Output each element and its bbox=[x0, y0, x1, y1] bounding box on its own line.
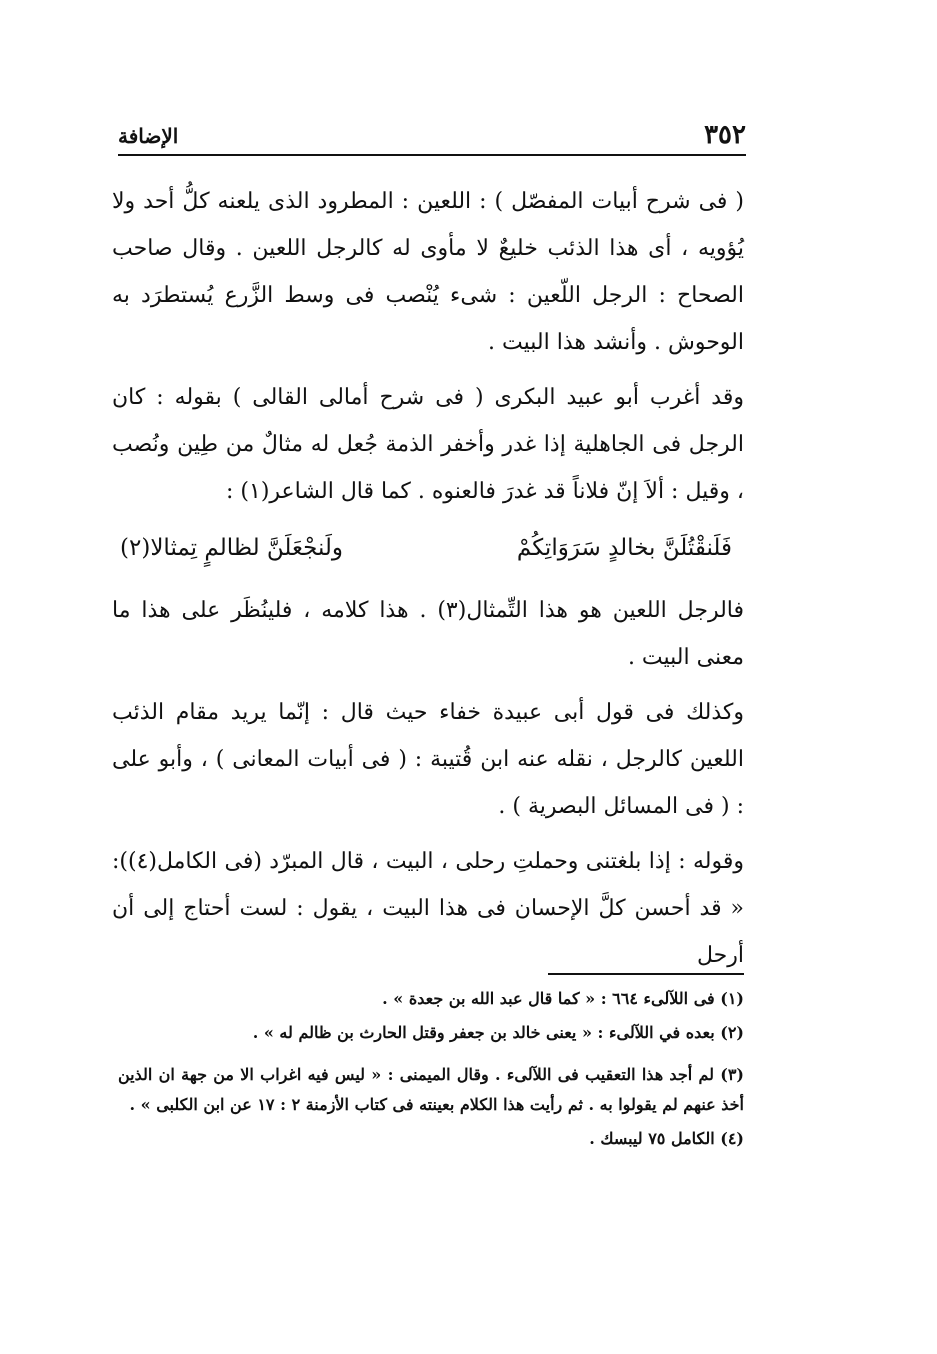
footnote-1: (١) فى اللآلىء ٦٦٤ : « كما قال عبد الله بن جعدة » . bbox=[382, 989, 744, 1008]
paragraph: ( فى شرح أبيات المفصّل ) : اللعين : المطرود الذى يلعنه كلُّ أحد ولا يُؤويه ، أى هذا الذئب خليعٌ لا مأوى له كالرجل اللعين . وقال صاحب الصحاح : الرجل اللّعين : شىء يُنْصب فى وسط الزَّرع يُستطرَد به الوحوش . وأنشد هذا البيت . bbox=[112, 189, 744, 355]
paragraph: وكذلك فى قول أبى عبيدة خفاء حيث قال : إنّما يريد مقام الذئب اللعين كالرجل ، نقله عنه ابن قُتيبة : ( فى أبيات المعانى ) ، وأبو على : ( فى المسائل البصرية ) . bbox=[112, 700, 744, 819]
footnotes bbox=[118, 984, 744, 1158]
poem-hemistich-2: ولَنجْعَلَنَّ لظالمٍ تِمثالا(٢) bbox=[120, 535, 344, 561]
page-header bbox=[118, 110, 746, 156]
paragraph: فالرجل اللعين هو هذا التِّمثال(٣) . هذا كلامه ، فلينُظَر على هذا ما معنى البيت . bbox=[112, 598, 744, 670]
footnote-3: (٣) لم أجد هذا التعقيب فى اللآلىء . وقال الميمنى : « ليس فيه اغراب الا من جهة ان الذين أخذ عنهم لم يقولوا به . ثم رأيت هذا الكلام بعينته فى كتاب الأزمنة ٢ : ١٧ عن ابن الكلبى » . bbox=[118, 1065, 744, 1114]
footnote-4: (٤) الكامل ٧٥ ليبسك . bbox=[589, 1129, 744, 1148]
page-number: ٣٥٢ bbox=[704, 120, 746, 150]
paragraph: وقوله : إذا بلغتنى وحملتِ رحلى ، البيت ، قال المبرّد (فى الكامل(٤)): « قد أحسن كلَّ الإحسان فى هذا البيت ، يقول : لست أحتاج إلى أن أرحل bbox=[112, 849, 744, 968]
footnote-separator bbox=[548, 973, 744, 975]
poem-hemistich-1: فَلَنقْتُلَنَّ بخالدٍ سَرَوَاتِكُمْ bbox=[516, 535, 732, 561]
poem-verse bbox=[120, 523, 732, 573]
footnote-2: (٢) بعده في اللآلىء : « يعنى خالد بن جعفر وقتل الحارث بن ظالم له » . bbox=[252, 1023, 744, 1042]
paragraph: وقد أغرب أبو عبيد البكرى ( فى شرح أمالى القالى ) بقوله : كان الرجل فى الجاهلية إذا غدر وأخفر الذمة جُعل له مثالٌ من طِين ونُصب ، وقيل : ألاَ إنّ فلاناً قد غدرَ فالعنوه . كما قال الشاعر(١) : bbox=[112, 385, 744, 504]
main-text bbox=[112, 178, 744, 987]
running-head: الإضافة bbox=[118, 124, 179, 148]
